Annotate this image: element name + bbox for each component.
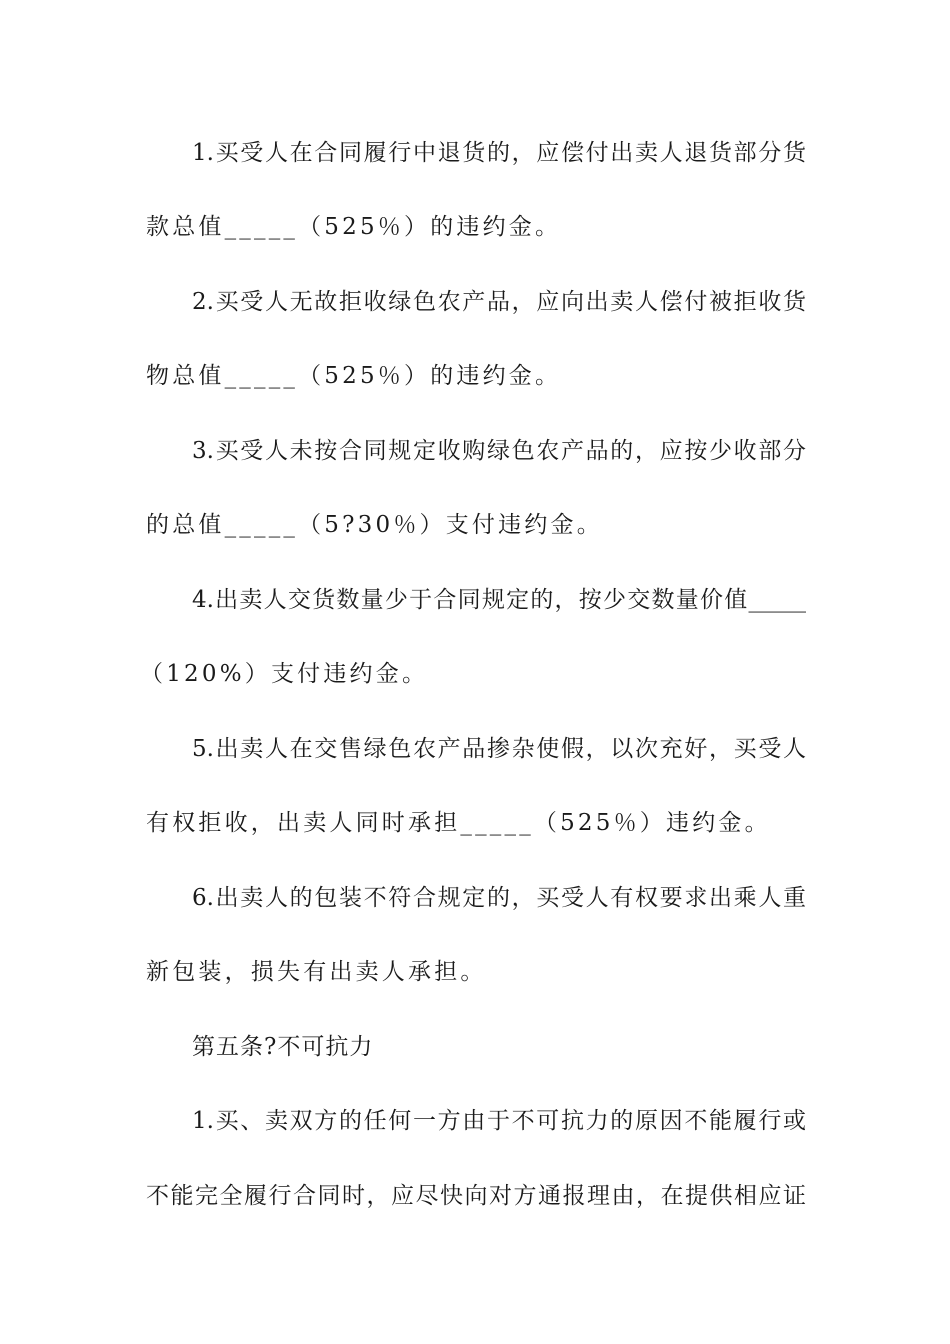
section-heading: 第五条?不可抗力	[192, 1034, 374, 1060]
paragraph-line: 新包装，损失有出卖人承担。	[146, 959, 487, 985]
paragraph-line: 6.出卖人的包装不符合规定的，买受人有权要求出乘人重	[192, 885, 806, 911]
paragraph-line: 3.买受人未按合同规定收购绿色农产品的，应按少收部分	[192, 438, 806, 464]
paragraph-line: 1.买、卖双方的任何一方由于不可抗力的原因不能履行或	[192, 1108, 806, 1134]
paragraph-line: 款总值_____（525％）的违约金。	[146, 214, 562, 240]
paragraph-line: （120%）支付违约金。	[140, 661, 429, 687]
paragraph-line: 1.买受人在合同履行中退货的，应偿付出卖人退货部分货	[192, 140, 806, 166]
paragraph-line: 不能完全履行合同时，应尽快向对方通报理由，在提供相应证	[146, 1183, 806, 1209]
paragraph-line: 5.出卖人在交售绿色农产品掺杂使假，以次充好，买受人	[192, 736, 806, 762]
paragraph-line: 物总值_____（525％）的违约金。	[146, 363, 562, 389]
paragraph-line: 2.买受人无故拒收绿色农产品，应向出卖人偿付被拒收货	[192, 289, 806, 315]
paragraph-line: 有权拒收，出卖人同时承担_____（525％）违约金。	[146, 810, 771, 836]
paragraph-line: 的总值_____（5?30％）支付违约金。	[146, 512, 603, 538]
paragraph-line: 4.出卖人交货数量少于合同规定的，按少交数量价值_____	[192, 587, 806, 613]
